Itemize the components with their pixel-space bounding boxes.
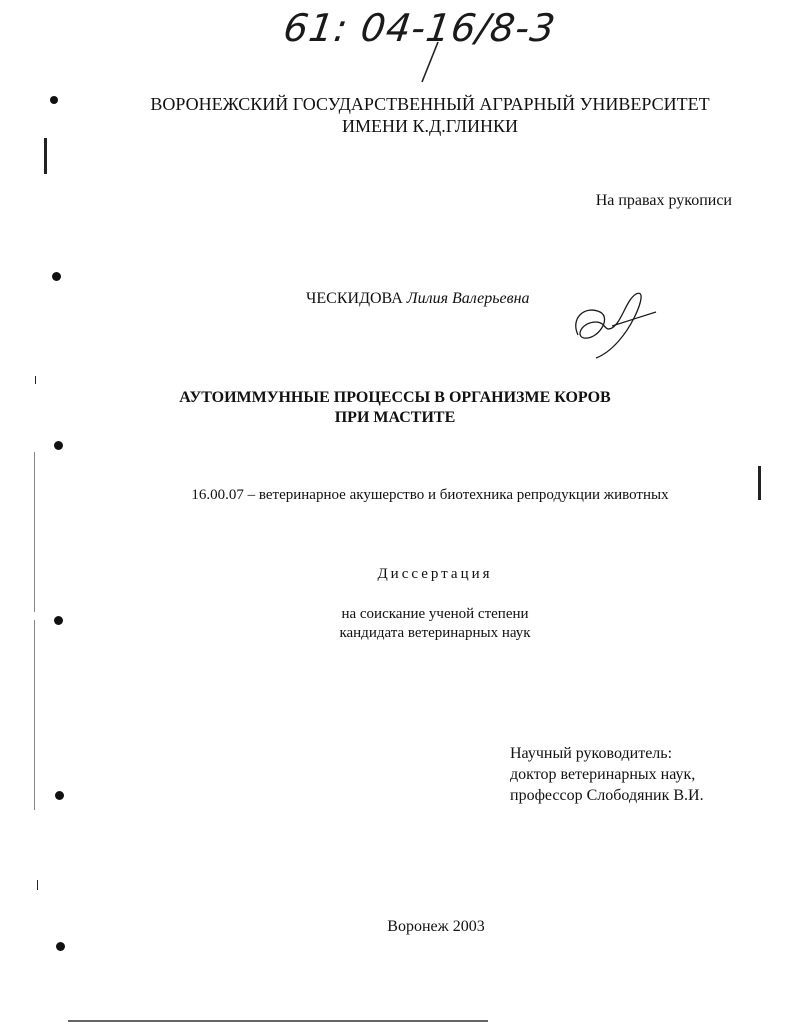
supervisor-name: профессор Слободяник В.И.: [510, 787, 704, 804]
title-line-2: ПРИ МАСТИТЕ: [334, 409, 456, 426]
scan-edge-line: [34, 620, 35, 810]
university-line-1: ВОРОНЕЖСКИЙ ГОСУДАРСТВЕННЫЙ АГРАРНЫЙ УНИВЕРСИТЕТ: [150, 94, 710, 114]
scan-bottom-edge: [68, 1020, 488, 1022]
supervisor-label: Научный руководитель:: [510, 745, 673, 762]
scan-edge-line: [34, 452, 35, 612]
scan-edge-mark: [35, 376, 36, 384]
author-surname: ЧЕСКИДОВА: [306, 290, 403, 307]
supervisor-degree: доктор ветеринарных наук,: [510, 766, 696, 783]
archive-code-handwritten: 61: 04-16/8-3: [280, 6, 559, 50]
degree-line-2: кандидата ветеринарных наук: [339, 625, 531, 641]
scan-edge-mark: [758, 466, 761, 500]
university-line-2: ИМЕНИ К.Д.ГЛИНКИ: [341, 116, 519, 136]
binder-hole-mark: [54, 616, 63, 625]
author-given-names: Лилия Валерьевна: [406, 290, 530, 307]
binder-hole-mark: [52, 272, 61, 281]
degree-description: [280, 605, 590, 643]
supervisor-block: [510, 743, 704, 806]
binder-hole-mark: [54, 441, 63, 450]
specialty-code: 16.00.07 – ветеринарное акушерство и биотехника репродукции животных: [191, 487, 669, 503]
scan-edge-mark: [37, 880, 38, 890]
binder-hole-mark: [56, 942, 65, 951]
document-type: Диссертация: [377, 566, 493, 582]
city-year: Воронеж 2003: [387, 918, 485, 935]
author-signature: [0, 0, 792, 400]
binder-hole-mark: [50, 96, 58, 104]
dissertation-title: [150, 388, 640, 428]
degree-line-1: на соискание ученой степени: [341, 606, 529, 622]
binder-hole-mark: [55, 791, 64, 800]
title-line-1: АУТОИММУННЫЕ ПРОЦЕССЫ В ОРГАНИЗМЕ КОРОВ: [179, 389, 611, 406]
scan-edge-mark: [44, 138, 47, 174]
manuscript-note: На правах рукописи: [595, 192, 732, 209]
